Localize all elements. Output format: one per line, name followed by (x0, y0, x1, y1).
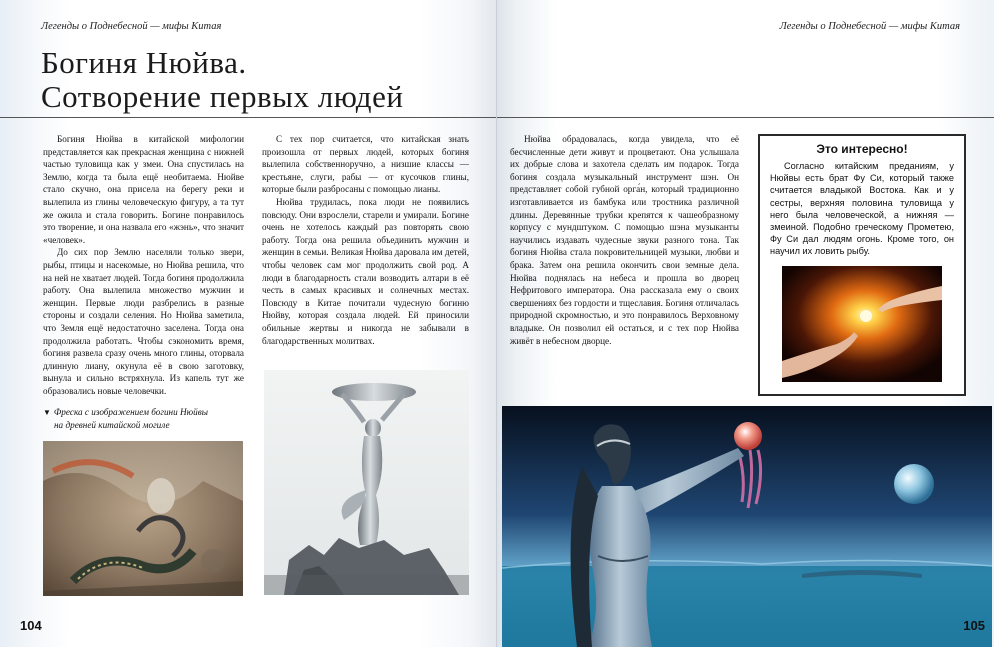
paragraph: До сих пор Землю населяли только звери, рыбы, птицы и насекомые, но Нюйва решила, что на ней не хватает людей. Тогда богиня продолжила работу. Она вылепила множество мужчин и женщин. Первые люди разбрелись в разные стороны и создали селения. Но Нюйва заметила, что Земля ещё недостаточно заселена. Тогда она продолжила работать. Чтобы сэкономить время, богиня развела сразу очень много глины, оторвала длинную лиану, окунула её в свою заготовку, вынула и сильно встряхнула. Из капель тут же образовались новые человечки. (43, 247, 244, 396)
fact-box-text: Согласно китайским преданиям, у Нюйвы есть брат Фу Си, который также считается владыкой Востока. Как и у сестры, верхняя половина туловища у него была человеческой, а нижняя — змеиной. Подобно греческому Прометею, Фу Си дал людям огонь. Кроме того, он научил их ловить рыбу. (770, 161, 954, 257)
header-rule (497, 117, 994, 118)
goddess-illustration (502, 406, 992, 647)
fact-box (758, 134, 966, 396)
text-column-1 (43, 133, 244, 397)
running-head-right: Легенды о Поднебесной — мифы Китая (779, 21, 960, 32)
fact-box-title: Это интересно! (816, 142, 908, 156)
title-line-2: Сотворение первых людей (41, 79, 404, 114)
text-column-2 (262, 133, 469, 347)
running-head-left: Легенды о Поднебесной — мифы Китая (41, 21, 222, 32)
nuwa-statue-image (264, 370, 469, 595)
title-line-1: Богиня Нюйва. (41, 45, 247, 80)
triangle-bullet-icon: ▼ (43, 408, 51, 417)
right-page (497, 0, 994, 647)
paragraph: Нюйва трудилась, пока люди не появились повсюду. Они взрослели, старели и умирали. Богине очень не хотелось каждый раз повторять свою работу. Тогда она решила объединить мужчин и женщин в семьи. Великая Нюйва даровала им детей, чтобы человек сам мог продолжить свой род. А люди в благодарность стали возводить алтари в её честь в самых красивых и солнечных местах. Повсюду в Китае почитали чудесную богиню Нюйву, которая создала людей. Ей приносили обильные жертвы и никогда не забывали в благодарственных молитвах. (262, 196, 469, 346)
paragraph: Нюйва обрадовалась, когда увидела, что её бесчисленные дети живут и процветают. Она услышала их добрые слова и захотела сделать им подарок. Тогда богиня создала музыкальный инструмент шэн. Он представляет собой губной орга́н, который традиционно изготавливается из бамбука или тростника различной длины. Деревянные трубки крепятся к чашеобразному корпусу с мундштуком. С помощью шэна музыканты научились издавать чудесные звуки разного тона. Так богиня Нюйва стала покровительницей музыки, любви и брака. Затем она решила окончить свои земные дела. Нюйва поднялась на небеса и прошла во дворец Нефритового императора. Она рассказала ему о своих свершениях без гордости и тщеславия. Богиня отличалась природной скромностью, и это понравилось Верховному владыке. Он позволил ей остаться, и с тех пор Нюйва живёт в небесном дворце. (510, 134, 739, 346)
paragraph: С тех пор считается, что китайская знать произошла от первых людей, которых богиня вылепила собственноручно, а низшие классы — крестьяне, слуги, рабы — от кусочков глины, которые были разбросаны с помощью лианы. (262, 134, 469, 195)
page-title (41, 47, 403, 112)
page-number-left: 104 (20, 618, 42, 633)
page-number-right: 105 (963, 618, 985, 633)
title-rule (0, 117, 497, 118)
hands-sun-image (782, 266, 942, 382)
text-column-3 (510, 133, 739, 347)
fresco-caption: ▼ Фреска с изображением богини Нюйвы на древней китайской могиле (43, 407, 208, 430)
paragraph: Богиня Нюйва в китайской мифологии представляется как прекрасная женщина с нижней частью туловища как у змеи. Она спустилась на Землю, когда та была ещё необитаема. Нюйве стало скучно, она присела на берегу реки и вылепила из глины человеческую фигуру, а та тут же ожила и стала говорить. Богине понравилось это творение, и она назвала его «жэнь», что значит «человек». (43, 134, 244, 245)
fresco-image (43, 441, 243, 596)
